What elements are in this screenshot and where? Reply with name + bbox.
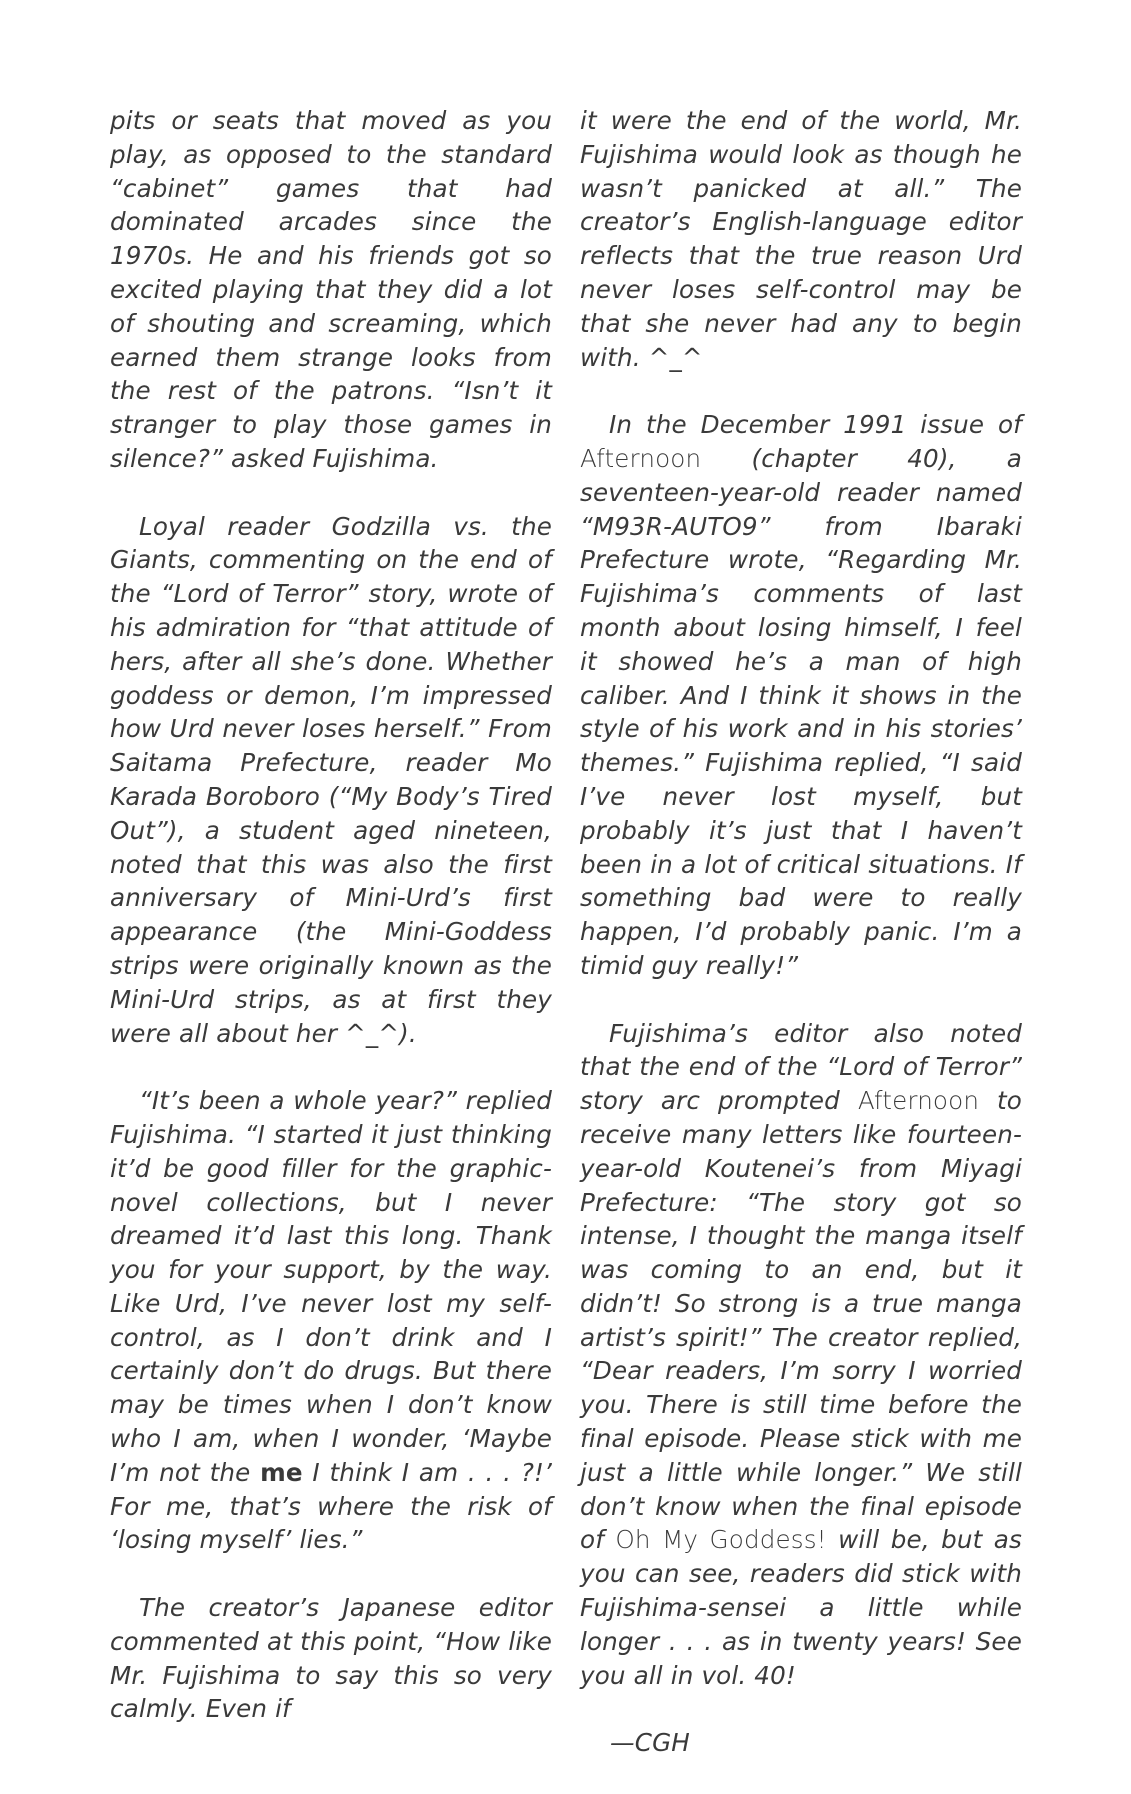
paragraph-text: The creator’s Japanese editor commented at this point, “How like Mr. Fujishima to say this so very calmly. Even if xyxy=(110,1593,552,1724)
paragraph-text: pits or seats that moved as you play, as opposed to the standard “cabinet” games that had dominated arcades since the 1970s. He and his friends got so excited playing that they did a lot of shouting and screaming, which earned them strange looks from the rest of the patrons. “Isn’t it stranger to play those games in silence?” asked Fujishima. xyxy=(110,106,552,473)
paragraph-editor-noted xyxy=(580,1017,1022,1693)
emphasis-me: me xyxy=(260,1457,303,1487)
paragraph-end-of-world xyxy=(580,104,1022,374)
right-column xyxy=(580,104,1022,1794)
paragraph-text: it were the end of the world, Mr. Fujishima would look as though he wasn’t panicked at all.” The creator’s English-language editor reflects that the true reason Urd never loses self-control may be that she never had any to begin with. ^_^ xyxy=(580,106,1022,372)
paragraph-japanese-editor xyxy=(110,1591,552,1726)
paragraph-text: I think I am . . . ?!’ For me, that’s where the risk of ‘losing myself’ lies.” xyxy=(110,1457,553,1555)
paragraph-december-1991 xyxy=(580,408,1022,983)
signature: —CGH xyxy=(610,1728,690,1758)
magazine-title: Afternoon xyxy=(580,443,702,473)
paragraph-arcade-games xyxy=(110,104,552,476)
paragraph-text: Loyal reader Godzilla vs. the Giants, commenting on the end of the “Lord of Terror” story, wrote of his admiration for “that attitude of hers, after all she’s done. Whether goddess or demon, I’m impressed how Urd never loses herself.” From Saitama Prefecture, reader Mo Karada Boroboro (“My Body’s Tired Out”), a student aged nineteen, noted that this was also the first anniversary of Mini-Urd’s first appearance (the Mini-Goddess strips were originally known as the Mini-Urd strips, as at first they were all about her ^_^). xyxy=(110,511,552,1048)
paragraph-text: Fujishima’s editor also noted that the end of the “Lord of Terror” story arc prompted xyxy=(580,1018,1022,1116)
paragraph-text: In the December 1991 issue of xyxy=(609,410,1022,440)
paragraph-text: to receive many letters like fourteen-year-old Koutenei’s from Miyagi Prefecture: “The story got so intense, I thought the manga itself was coming to an end, but it didn’t! So strong is a true manga artist’s spirit!” The creator replied, “Dear readers, I’m sorry I worried you. There is still time before the final episode. Please stick with me just a little while longer.” We still don’t know when the final episode of xyxy=(580,1086,1022,1555)
paragraph-reader-godzilla xyxy=(110,510,552,1051)
paragraph-text: (chapter 40), a seventeen-year-old reader named “M93R-AUTO9” from Ibaraki Prefecture wrote, “Regarding Mr. Fujishima’s comments of last month about losing himself, I feel it showed he’s a man of high caliber. And I think it shows in the style of his work and in his stories’ themes.” Fujishima replied, “I said I’ve never lost myself, but probably it’s just that I haven’t been in a lot of critical situations. If something bad were to really happen, I’d probably panic. I’m a timid guy really!” xyxy=(580,443,1022,980)
paragraph-text: “It’s been a whole year?” replied Fujishima. “I started it just thinking it’d be good filler for the graphic-novel collections, but I never dreamed it’d last this long. Thank you for your support, by the way. Like Urd, I’ve never lost my self-control, as I don’t drink and I certainly don’t do drugs. But there may be times when I don’t know who I am, when I wonder, ‘Maybe I’m not the xyxy=(110,1086,552,1487)
magazine-title: Afternoon xyxy=(857,1086,980,1116)
left-column xyxy=(110,104,552,1760)
paragraph-text: will be, but as you can see, readers did stick with Fujishima-sensei a little while longer . . . as in twenty years! See you all in vol. 40! xyxy=(580,1525,1022,1690)
paragraph-whole-year xyxy=(110,1084,552,1557)
series-title: Oh My Goddess! xyxy=(615,1525,827,1555)
